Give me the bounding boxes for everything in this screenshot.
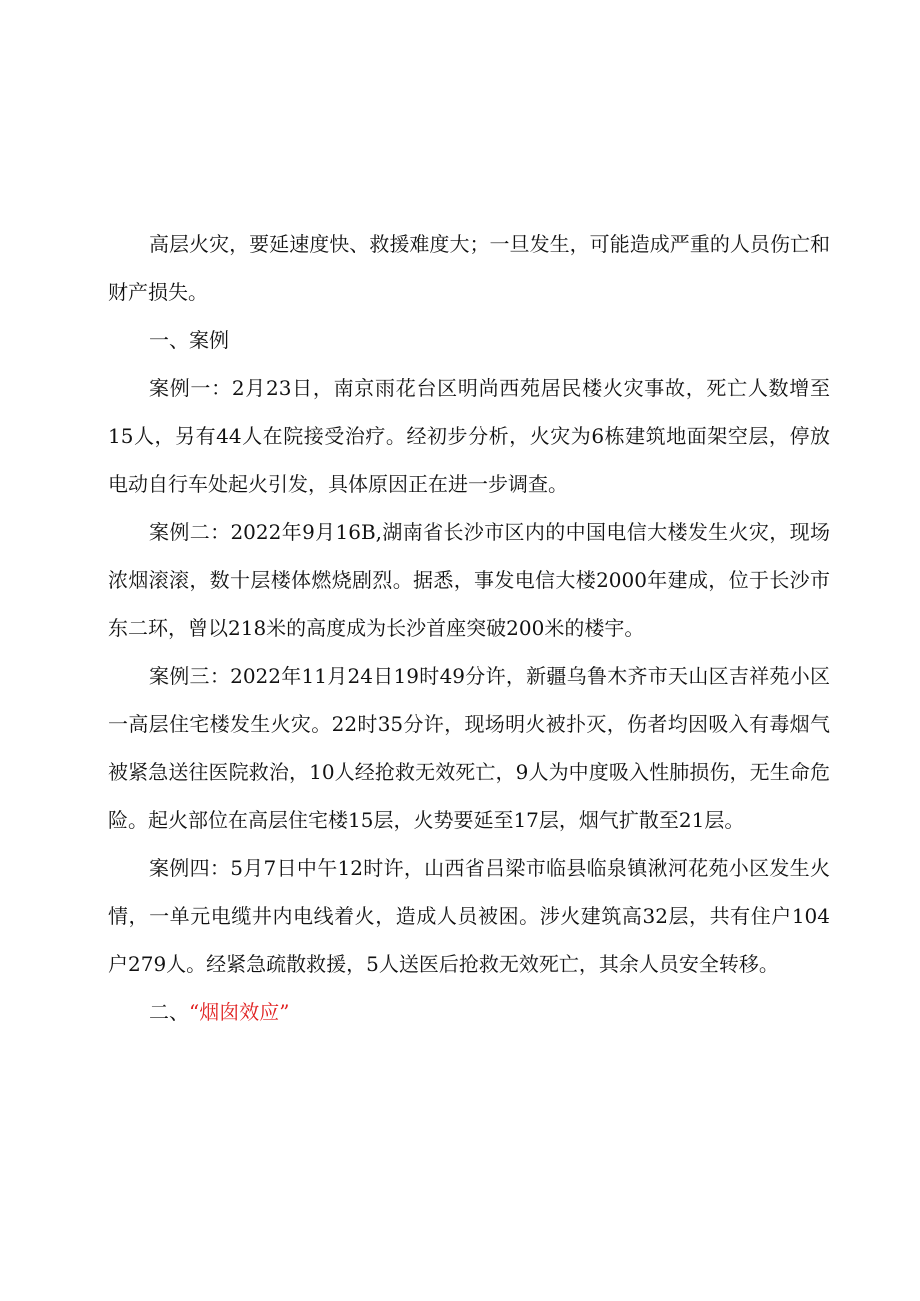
section-1-heading: 一、案例 <box>149 328 229 352</box>
case-1-paragraph: 案例一：2月23日，南京雨花台区明尚西苑居民楼火灾事故，死亡人数增至15人，另有44人在院接受治疗。经初步分析，火灾为6栋建筑地面架空层，停放电动自行车处起火引发，具体原因正在进一步调查。 <box>108 376 830 496</box>
section-2-heading <box>108 988 830 1036</box>
case-2-paragraph: 案例二：2022年9月16B,湖南省长沙市区内的中国电信大楼发生火灾，现场浓烟滚滚，数十层楼体燃烧剧烈。据悉，事发电信大楼2000年建成，位于长沙市东二环，曾以218米的高度成为长沙首座突破200米的楼宇。 <box>108 520 830 640</box>
section-2-number: 二、 <box>149 1000 189 1024</box>
case-3-paragraph: 案例三：2022年11月24日19时49分许，新疆乌鲁木齐市天山区吉祥苑小区一高层住宅楼发生火灾。22时35分许，现场明火被扑灭，伤者均因吸入有毒烟气被紧急送往医院救治，10人经抢救无效死亡，9人为中度吸入性肺损伤，无生命危险。起火部位在高层住宅楼15层，火势要延至17层，烟气扩散至21层。 <box>108 664 830 832</box>
section-2-title: “烟囱效应” <box>189 1000 290 1024</box>
intro-paragraph: 高层火灾，要延速度快、救援难度大；一旦发生，可能造成严重的人员伤亡和财产损失。 <box>108 232 830 304</box>
document-body <box>108 220 830 1036</box>
case-4-paragraph: 案例四：5月7日中午12时许，山西省吕梁市临县临泉镇湫河花苑小区发生火情，一单元电缆井内电线着火，造成人员被困。涉火建筑高32层，共有住户104户279人。经紧急疏散救援，5人送医后抢救无效死亡，其余人员安全转移。 <box>108 856 830 976</box>
